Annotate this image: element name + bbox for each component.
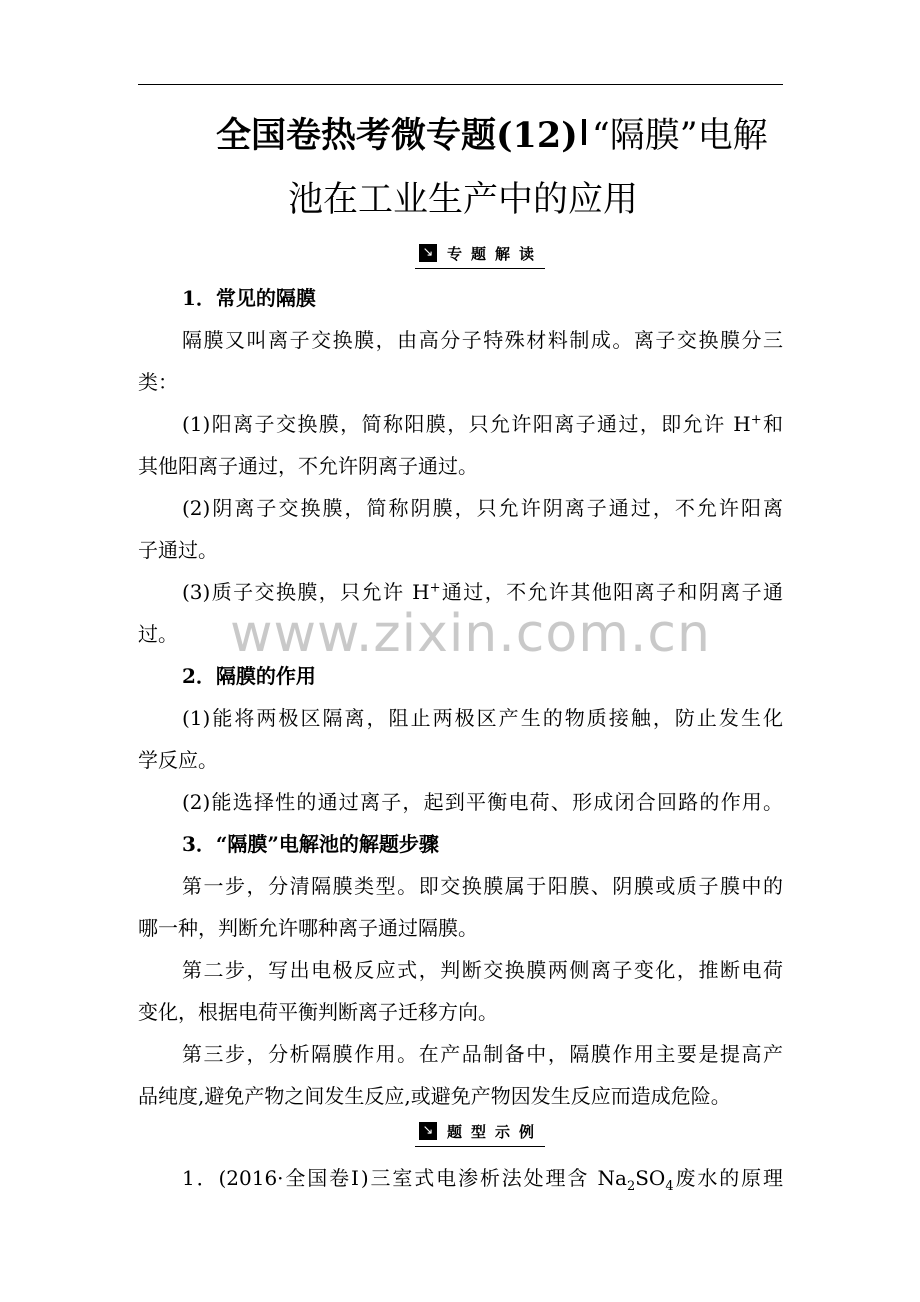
paragraph-line: 子通过。 [138,538,218,562]
arrow-icon: ↘ [419,1122,437,1140]
title-part-b: “隔膜”电解 [591,116,768,156]
arrow-icon: ↘ [419,244,437,262]
superscript: + [750,412,762,428]
top-rule [138,84,783,85]
text-segment: SO [635,1166,666,1190]
paragraph-line [138,578,783,606]
text-segment: (3)质子交换膜，只允许 H [182,580,430,604]
section-underline [415,268,545,269]
paragraph-line: 品纯度,避免产物之间发生反应,或避免产物因发生反应而造成危险。 [138,1084,731,1108]
question-1 [138,1164,783,1192]
text-segment: (1)阳离子交换膜，简称阳膜，只允许阳离子通过，即允许 H [182,412,751,436]
page-title-line2: 池在工业生产中的应用 [288,180,639,220]
paragraph-line: 学反应。 [138,748,218,772]
text-segment: 废水的原理 [673,1166,783,1190]
section-header-interpretation [415,244,545,268]
section-underline [415,1146,545,1147]
paragraph-line: (1)能将两极区隔离，阻止两极区产生的物质接触，防止发生化 [182,706,783,730]
section-header-examples [415,1122,545,1146]
watermark: www.zixin.com.cn [230,604,711,664]
paragraph-line: (2)能选择性的通过离子，起到平衡电荷、形成闭合回路的作用。 [182,790,783,814]
subscript: 2 [626,1179,636,1194]
paragraph-line: 变化，根据电荷平衡判断离子迁移方向。 [138,1000,498,1024]
paragraph-line: 第一步，分清隔膜类型。即交换膜属于阳膜、阴膜或质子膜中的 [182,874,783,898]
text-segment: 通过，不允许其他阳离子和阴离子通 [440,580,783,604]
heading-1: 1．常见的隔膜 [182,286,316,310]
paragraph-line: 第三步，分析隔膜作用。在产品制备中，隔膜作用主要是提高产 [182,1042,783,1066]
title-separator [582,119,586,145]
paragraph-line: 过。 [138,622,178,646]
heading-3: 3．“隔膜”电解池的解题步骤 [182,832,439,856]
paragraph-line: 第二步，写出电极反应式，判断交换膜两侧离子变化，推断电荷 [182,958,783,982]
superscript: + [429,580,441,596]
paragraph-line: 类： [138,370,178,394]
section-label: 专题解读 [447,245,544,263]
section-label: 题型示例 [447,1123,544,1141]
text-segment: 和 [761,412,783,436]
paragraph-line: 哪一种，判断允许哪种离子通过隔膜。 [138,916,478,940]
subscript: 4 [665,1179,674,1194]
heading-2: 2．隔膜的作用 [182,664,316,688]
page-title-line1 [138,116,783,156]
paragraph-line: (2)阴离子交换膜，简称阴膜，只允许阴离子通过，不允许阳离 [182,496,783,520]
text-segment: 1．(2016·全国卷Ⅰ)三室式电渗析法处理含 Na [182,1166,627,1190]
paragraph-line: 其他阳离子通过，不允许阴离子通过。 [138,454,478,478]
paragraph-line [138,410,783,438]
title-part-a: 全国卷热考微专题(12) [216,115,578,156]
paragraph-line: 隔膜又叫离子交换膜，由高分子特殊材料制成。离子交换膜分三 [182,328,783,352]
